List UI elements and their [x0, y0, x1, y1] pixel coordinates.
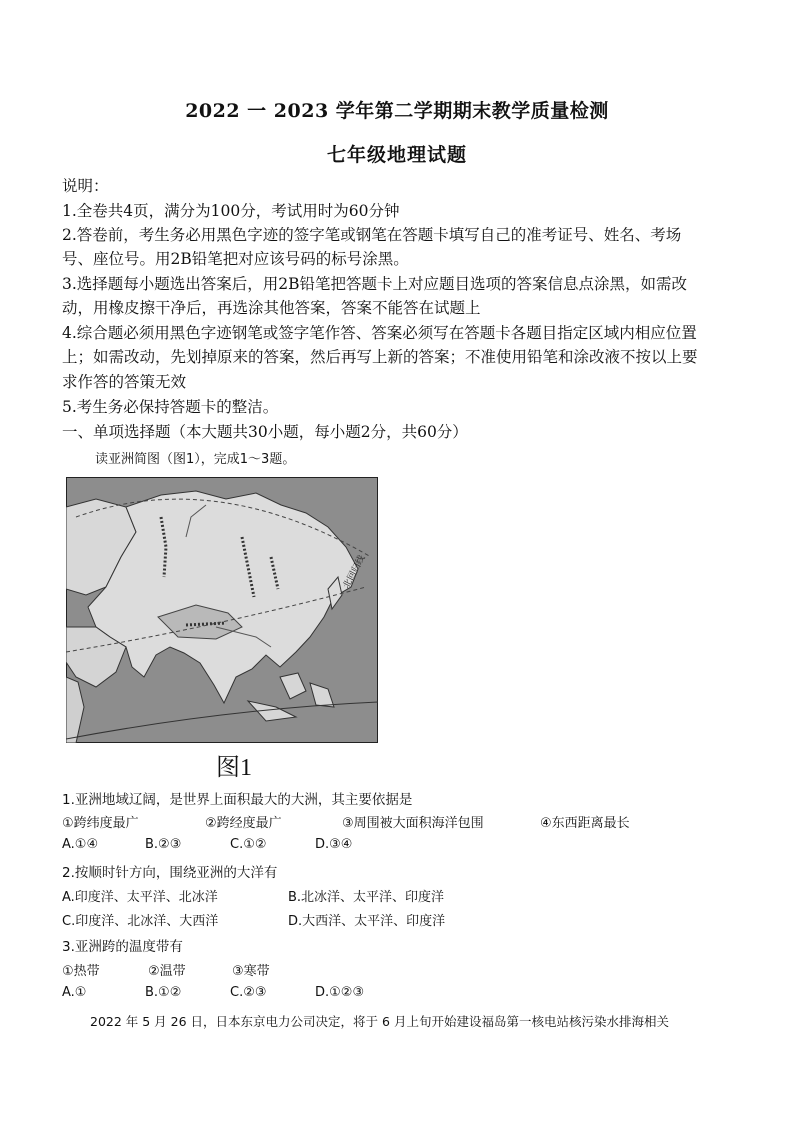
- q2-option-a: A.印度洋、太平洋、北冰洋: [62, 890, 218, 905]
- q3-option-c: C.②③: [230, 985, 267, 1000]
- q1-statement: ②跨经度最广: [205, 816, 282, 831]
- q3-option-b: B.①②: [145, 985, 182, 1000]
- instruction-line: 1.全卷共4页，满分为100分，考试用时为60分钟: [62, 202, 400, 220]
- instruction-line: 4.综合题必须用黑色字迹钢笔或签字笔作答、答案必须写在答题卡各题目指定区域内相应位置: [62, 324, 697, 342]
- q2-option-b: B.北冰洋、太平洋、印度洋: [288, 890, 445, 905]
- q2-option-d: D.大西洋、太平洋、印度洋: [288, 914, 446, 929]
- q3-option-a: A.①: [62, 985, 87, 1000]
- question-3-stem: 3.亚洲跨的温度带有: [62, 939, 183, 955]
- exam-title: 2022 一 2023 学年第二学期期末教学质量检测: [185, 100, 609, 122]
- q1-option-b: B.②③: [145, 837, 182, 852]
- instruction-line: 5.考生务必保持答题卡的整洁。: [62, 398, 279, 416]
- q3-statement: ②温带: [148, 964, 186, 979]
- instruction-line: 3.选择题每小题选出答案后，用2B铅笔把答题卡上对应题目选项的答案信息点涂黑，如需改: [62, 275, 688, 293]
- q1-option-d: D.③④: [315, 837, 353, 852]
- map-label-tropic: 北回归线: [341, 553, 368, 591]
- q1-statement: ④东西距离最长: [540, 816, 630, 831]
- instruction-line: 2.答卷前，考生务必用黑色字迹的签字笔或钢笔在答题卡填写自己的准考证号、姓名、考场: [62, 226, 682, 244]
- q3-statement: ③寒带: [232, 964, 270, 979]
- q1-option-a: A.①④: [62, 837, 99, 852]
- asia-map: [66, 477, 378, 743]
- instructions-heading: 说明：: [62, 177, 109, 195]
- instruction-line: 号、座位号。用2B铅笔把对应该号码的标号涂黑。: [62, 250, 409, 268]
- next-passage-text: 2022 年 5 月 26 日，日本东京电力公司决定，将于 6 月上旬开始建设福岛第一核电站核污染水排海相关: [90, 1014, 669, 1029]
- q3-statement: ①热带: [62, 964, 100, 979]
- instruction-line: 求作答的答策无效: [62, 373, 187, 391]
- instruction-line: 动，用橡皮擦干净后，再选涂其他答案，答案不能答在试题上: [62, 299, 481, 317]
- q1-option-c: C.①②: [230, 837, 267, 852]
- asia-map-figure: [66, 477, 378, 781]
- q1-statement: ③周围被大面积海洋包围: [342, 816, 484, 831]
- q3-option-d: D.①②③: [315, 985, 365, 1000]
- q1-statement: ①跨纬度最广: [62, 816, 139, 831]
- instruction-line: 上；如需改动，先划掉原来的答案，然后再写上新的答案；不准使用铅笔和涂改液不按以上要: [62, 348, 698, 366]
- exam-subtitle: 七年级地理试题: [326, 144, 467, 166]
- section-intro: 读亚洲简图（图1），完成1～3题。: [95, 452, 296, 467]
- section-heading: 一、单项选择题（本大题共30小题，每小题2分，共60分）: [62, 423, 468, 441]
- q2-option-c: C.印度洋、北冰洋、大西洋: [62, 914, 219, 929]
- figure-caption: 图1: [216, 755, 252, 781]
- question-1-stem: 1.亚洲地域辽阔，是世界上面积最大的大洲，其主要依据是: [62, 792, 413, 808]
- question-2-stem: 2.按顺时针方向，围绕亚洲的大洋有: [62, 865, 278, 881]
